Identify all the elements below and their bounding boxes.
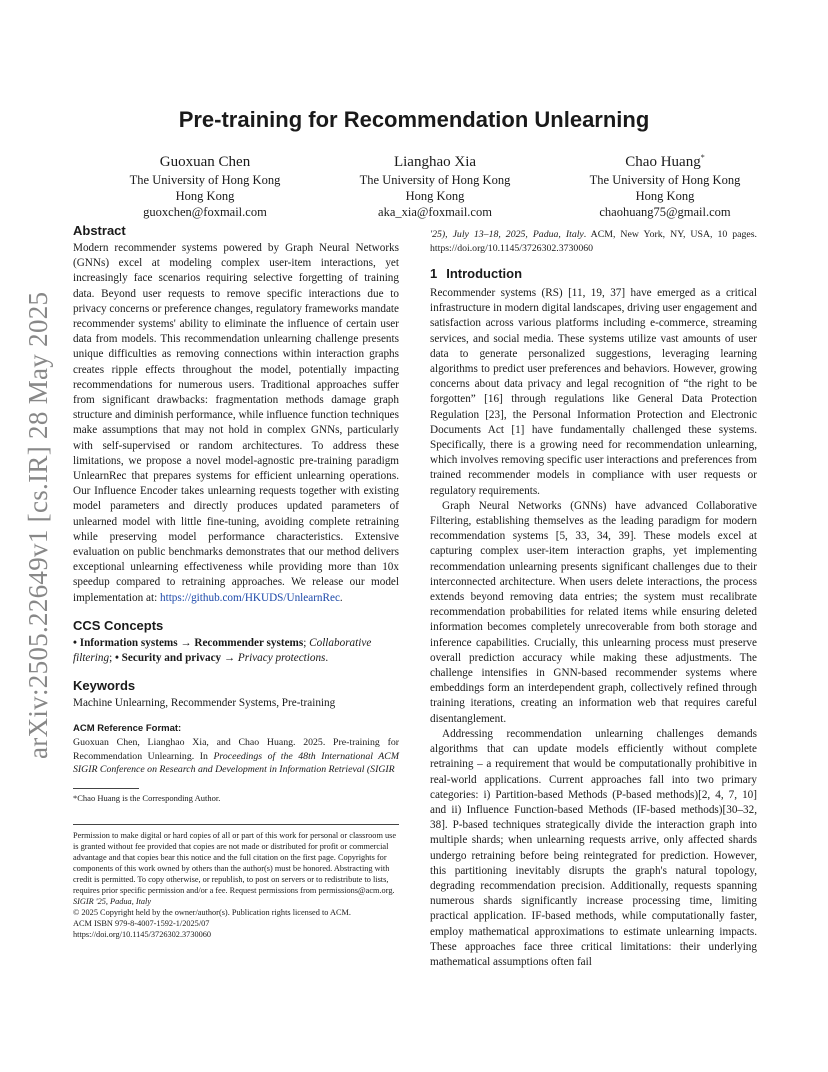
author-affiliation: The University of Hong Kong (359, 173, 511, 187)
section-number: 1 (430, 266, 438, 281)
author-3 (550, 148, 780, 220)
intro-paragraph-1: Recommender systems (RS) [11, 19, 37] have emerged as a critical infrastructure in modern digital landscapes, driving user engagement and satisfaction across various platforms including e-commerce, streaming services, and social media. These systems utilize vast amounts of user data to generate personalized suggestions, leveraging learning algorithms to predict user preferences and behaviors. However, growing concerns about data privacy and legal recognition of “the right to be forgotten” [16] through regulations like General Data Protection Regulation [23], the Personal Information Protection and Electronic Documents Act [1] have fundamentally challenged these systems. Specifically, there is a growing need for recommendation unlearning, which involves removing specific user interactions and preferences from trained recommender models in compliance with user requests or regulatory requirements. (430, 287, 757, 497)
abstract-heading: Abstract (73, 223, 126, 238)
code-link[interactable]: https://github.com/HKUDS/UnlearnRec (160, 591, 340, 604)
arxiv-identifier: arXiv:2505.22649v1 [cs.IR] 28 May 2025 (23, 291, 53, 759)
introduction-heading (430, 266, 757, 281)
copyright-line: © 2025 Copyright held by the owner/author(s). Publication rights licensed to ACM. (73, 908, 351, 918)
author-name: Guoxuan Chen (159, 154, 251, 170)
author-email: aka_xia@foxmail.com (378, 205, 492, 219)
ccs-text (73, 636, 399, 666)
abstract-section (73, 223, 399, 606)
author-affiliation: The University of Hong Kong (129, 173, 281, 187)
intro-paragraph-3: Addressing recommendation unlearning challenges demands algorithms that can update models efficiently without complete retraining – a requirement that would be computationally prohibitive in real-world applications. Current approaches fall into two primary categories: i) Partition-based Methods (P-based methods)[2, 4, 7, 10] and ii) Influence Function-based Methods (IF-based methods)[30–32, 38]. P-based techniques strategically divide the interaction graph into multiple shards; when unlearning requests arrive, only affected shards undergo retraining before being reintegrated for prediction. However, this partitioning inevitably disrupts the graph's natural topology, degrading recommendation precision. Additionally, requests spanning numerous shards significantly increase processing time, limiting practical application. IF-based methods, while computationally faster, employ mathematical approximations to estimate unlearning impacts. These approaches face three critical limitations: their underlying mathematical assumptions often fail (430, 727, 757, 968)
ccs-sep: ; (303, 636, 310, 649)
ccs-concept-2-sub: Privacy protections (237, 652, 326, 665)
ccs-sep: → (221, 652, 238, 665)
author-location: Hong Kong (405, 189, 465, 203)
author-2 (320, 148, 550, 220)
author-email: guoxchen@foxmail.com (143, 205, 267, 219)
acm-reference-text (73, 736, 399, 776)
ccs-end: . (325, 652, 329, 665)
ccs-concept-1: • Information systems → Recommender systems (73, 636, 304, 649)
left-column (73, 223, 399, 940)
permission-divider (73, 824, 399, 825)
author-affiliation: The University of Hong Kong (589, 173, 741, 187)
acm-ref-part: Guoxuan Chen, Lianghao Xia, and Chao Huang. 2025. Pre-training for Recommendation Unlearning. In (73, 737, 399, 762)
author-mark: * (700, 153, 705, 162)
isbn-line: ACM ISBN 979-8-4007-1592-1/2025/07 (73, 919, 210, 929)
corresponding-author-footnote: *Chao Huang is the Corresponding Author. (73, 793, 221, 804)
keywords-heading: Keywords (73, 678, 136, 694)
acm-reference-heading: ACM Reference Format: (73, 723, 182, 735)
ccs-concept-2: • Security and privacy (114, 652, 222, 665)
abstract-end: . (339, 591, 343, 604)
doi-line: https://doi.org/10.1145/3726302.3730060 (73, 930, 212, 940)
ccs-heading: CCS Concepts (73, 617, 164, 633)
venue: SIGIR '25, Padua, Italy (73, 897, 152, 907)
ccs-sep: ; (109, 652, 115, 665)
author-name: Chao Huang (625, 154, 701, 170)
permission-block (73, 830, 399, 940)
venue-line (73, 896, 399, 907)
author-block (90, 148, 780, 218)
author-email: chaohuang75@gmail.com (599, 205, 731, 219)
keywords-text: Machine Unlearning, Recommender Systems, Pre-training (73, 697, 336, 710)
ccs-concept-1-sub: Collaborative filtering (73, 636, 372, 665)
abstract-body: Modern recommender systems powered by Graph Neural Networks (GNNs) excel at modeling complex user-item interactions, yet increasingly face scenarios requiring selective forgetting of training data. Beyond user requests to remove specific interactions due to privacy concerns or preference changes, regulatory frameworks mandate recommender systems' ability to eliminate the influence of certain user data from models. This recommendation unlearning challenge presents unique difficulties as removing connections within interaction graphs creates ripple effects throughout the model, potentially impacting recommendations for numerous users. Traditional approaches suffer from significant drawbacks: fragmentation methods damage graph structure and diminish performance, while influence function techniques make assumptions that may not hold in complex GNNs, particularly with self-supervised or random architectures. To address these limitations, we propose a novel model-agnostic pre-training paradigm UnlearnRec that prepares systems for efficient unlearning operations. Our Influence Encoder takes unlearning requests together with existing model parameters and directly produces updated parameters of unlearned model with little fine-tuning, avoiding complete retraining while preserving model performance characteristics. Extensive evaluation on public benchmarks demonstrates that our method delivers exceptional unlearning effectiveness while providing more than 10x speedup compared to retraining approaches. We release our model implementation at: (73, 242, 399, 604)
author-location: Hong Kong (635, 189, 695, 203)
acm-ref-tail: . ACM, New York, NY, USA, 10 pages. https://doi.org/10.1145/3726302.3730060 (430, 229, 757, 254)
right-column (430, 228, 757, 970)
abstract-text (73, 241, 399, 606)
author-name: Lianghao Xia (393, 154, 477, 170)
permission-text: Permission to make digital or hard copies of all or part of this work for personal or classroom use is granted without fee provided that copies are not made or distributed for profit or commercial advantage and that copies bear this notice and the full citation on the first page. Copyrights for components of this work owned by others than the author(s) must be honored. Abstracting with credit is permitted. To copy otherwise, or republish, to post on servers or to redistribute to lists, requires prior specific permission and/or a fee. Request permissions from permissions@acm.org. (73, 831, 397, 896)
keywords-section (73, 678, 399, 711)
acm-reference-continued (430, 228, 757, 256)
acm-reference (73, 723, 399, 776)
footnote-divider (73, 788, 139, 789)
acm-ref-proceedings: Proceedings of the 48th International ACM SIGIR Conference on Research and Development in Information Retrieval (SIGIR (73, 750, 399, 775)
acm-ref-conference: '25), July 13–18, 2025, Padua, Italy (430, 229, 584, 240)
author-1 (90, 148, 320, 220)
author-location: Hong Kong (175, 189, 235, 203)
ccs-section (73, 618, 399, 666)
paper-title: Pre-training for Recommendation Unlearning (178, 107, 650, 132)
section-title: Introduction (446, 266, 523, 281)
intro-paragraph-2: Graph Neural Networks (GNNs) have advanced Collaborative Filtering, establishing themselves as the leading paradigm for modern recommendation systems [5, 33, 34, 39]. These models excel at capturing complex user-item interaction graphs, yet implementing recommendation unlearning presents significant challenges due to their interconnected architecture. When users delete interactions, the process extends beyond removing data entries; the system must recalibrate recommendation probabilities for related items while ensuring deleted information becomes completely unrecoverable from both storage and inference capabilities. Crucially, this unlearning process must preserve overall prediction accuracy while making these adjustments. The challenge intensifies in GNN-based recommender systems where embeddings form an interdependent graph, collectively refined through training iterations, creating an information web that requires careful disentanglement. (430, 499, 757, 725)
